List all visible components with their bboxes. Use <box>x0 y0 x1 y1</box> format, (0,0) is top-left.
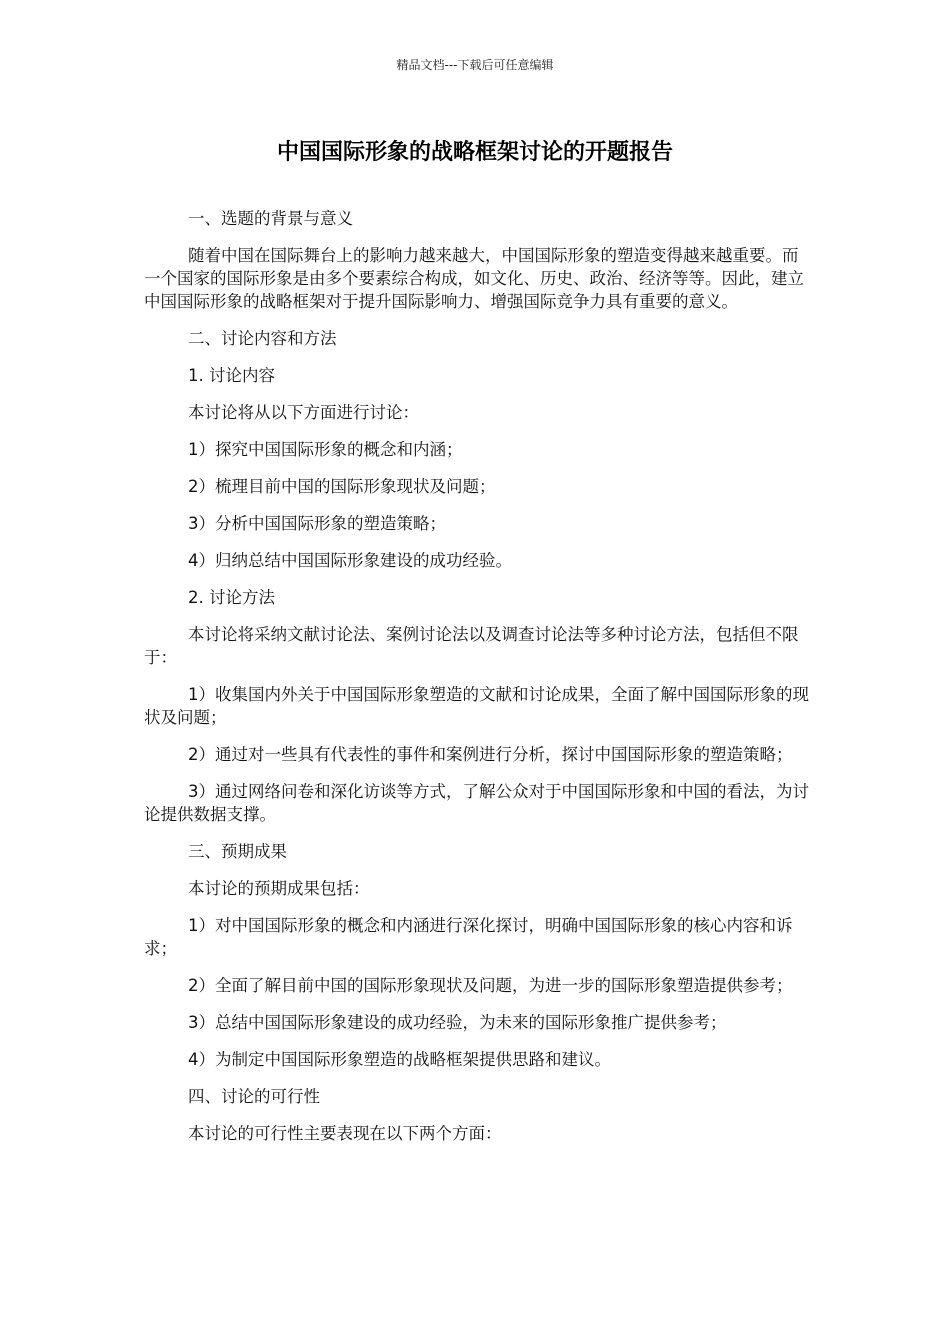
section-heading-outcomes: 三、预期成果 <box>188 842 287 861</box>
list-item: 2）通过对一些具有代表性的事件和案例进行分析，探讨中国国际形象的塑造策略； <box>188 745 793 764</box>
paragraph-outcomes-intro: 本讨论的预期成果包括： <box>188 879 370 898</box>
section-heading-feasibility: 四、讨论的可行性 <box>188 1087 320 1106</box>
document-title: 中国国际形象的战略框架讨论的开题报告 <box>276 140 673 165</box>
section-heading-content-method: 二、讨论内容和方法 <box>188 329 337 348</box>
list-item: 3）分析中国国际形象的塑造策略； <box>188 514 446 533</box>
list-item: 2）全面了解目前中国的国际形象现状及问题，为进一步的国际形象塑造提供参考； <box>188 976 793 995</box>
list-item: 1）探究中国国际形象的概念和内涵； <box>188 440 463 459</box>
subheading-content: 1. 讨论内容 <box>188 366 275 385</box>
list-item: 4）为制定中国国际形象塑造的战略框架提供思路和建议。 <box>188 1050 611 1069</box>
page-header-watermark: 精品文档---下载后可任意编辑 <box>396 58 554 72</box>
document-body <box>144 207 814 1159</box>
paragraph-background: 随着中国在国际舞台上的影响力越来越大，中国国际形象的塑造变得越来越重要。而一个国家的国际形象是由多个要素综合构成，如文化、历史、政治、经济等等。因此，建立中国国际形象的战略框架对于提升国际影响力、增强国际竞争力具有重要的意义。 <box>144 246 804 311</box>
list-item: 3）总结中国国际形象建设的成功经验，为未来的国际形象推广提供参考； <box>188 1013 727 1032</box>
section-heading-background: 一、选题的背景与意义 <box>188 209 353 228</box>
paragraph-content-intro: 本讨论将从以下方面进行讨论： <box>188 403 419 422</box>
list-item: 3）通过网络问卷和深化访谈等方式，了解公众对于中国国际形象和中国的看法，为讨论提供数据支撑。 <box>144 782 809 824</box>
list-item: 1）对中国国际形象的概念和内涵进行深化探讨，明确中国国际形象的核心内容和诉求； <box>144 916 793 958</box>
paragraph-feasibility-intro: 本讨论的可行性主要表现在以下两个方面： <box>188 1124 502 1143</box>
list-item: 2）梳理目前中国的国际形象现状及问题； <box>188 477 496 496</box>
list-item: 1）收集国内外关于中国国际形象塑造的文献和讨论成果，全面了解中国国际形象的现状及问题； <box>144 685 809 727</box>
subheading-method: 2. 讨论方法 <box>188 588 275 607</box>
paragraph-method-intro: 本讨论将采纳文献讨论法、案例讨论法以及调查讨论法等多种讨论方法，包括但不限于： <box>144 625 799 667</box>
list-item: 4）归纳总结中国国际形象建设的成功经验。 <box>188 551 512 570</box>
